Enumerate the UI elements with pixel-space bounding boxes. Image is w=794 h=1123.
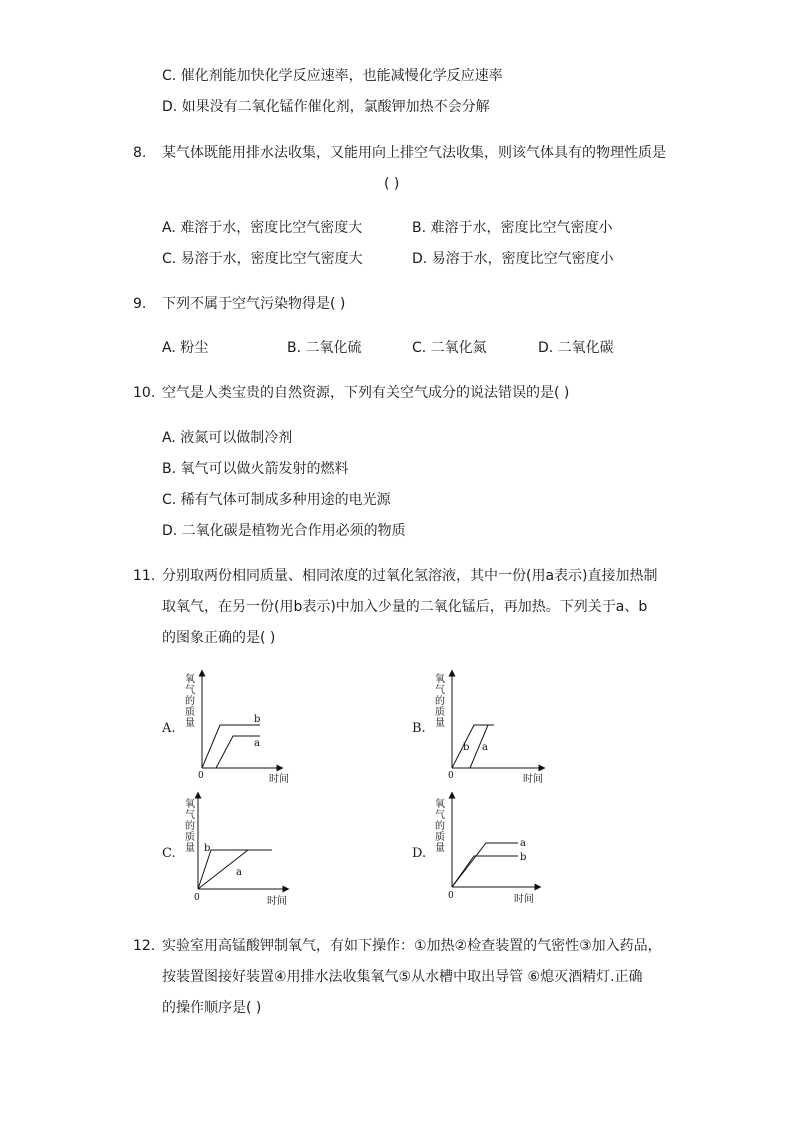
q9-option-a: A. 粉尘: [162, 340, 209, 356]
q7-option-d: D. 如果没有二氧化锰作催化剂，氯酸钾加热不会分解: [162, 99, 490, 115]
q11-option-c-label: C.: [162, 846, 176, 861]
curve-b: [198, 850, 272, 889]
y-label-char: 气: [435, 685, 445, 696]
curve-a-label: a: [236, 867, 242, 878]
y-label-char: 质: [435, 707, 445, 718]
q9-option-b: B. 二氧化硫: [287, 340, 362, 356]
q11-stem-line3: 的图象正确的是( ): [162, 630, 276, 646]
x-axis-label: 时间: [514, 894, 534, 905]
q10-stem: 空气是人类宝贵的自然资源，下列有关空气成分的说法错误的是( ): [162, 385, 570, 401]
origin-label: 0: [448, 771, 454, 781]
curve-a-label: a: [482, 742, 488, 753]
q9-stem: 下列不属于空气污染物得是( ): [162, 296, 346, 312]
x-axis-label: 时间: [523, 774, 543, 785]
y-label-char: 的: [185, 696, 195, 707]
q11-graph-d: [426, 793, 544, 911]
q12-number: 12.: [133, 938, 156, 954]
curve-b: [452, 856, 518, 887]
curve-b-label: b: [204, 843, 211, 854]
curve-a-label: a: [520, 838, 526, 849]
curve-b: [202, 725, 260, 768]
y-label-char: 氧: [435, 799, 445, 810]
q11-stem-line2: 取氧气，在另一份(用b表示)中加入少量的二氧化锰后，再加热。下列关于a、b: [162, 599, 648, 615]
q8-option-b: B. 难溶于水，密度比空气密度小: [412, 220, 613, 236]
q12-stem-line3: 的操作顺序是( ): [162, 1000, 262, 1016]
origin-label: 0: [448, 891, 454, 901]
curve-b-label: b: [520, 852, 527, 863]
y-axis-label: [185, 797, 195, 854]
curve-b-label: b: [463, 742, 470, 753]
curve-b-label: b: [254, 714, 261, 725]
y-label-char: 量: [435, 843, 445, 854]
q9-option-d: D. 二氧化碳: [538, 340, 614, 356]
q8-number: 8.: [133, 145, 147, 161]
y-label-char: 质: [435, 832, 445, 843]
x-axis-label: 时间: [267, 896, 287, 907]
y-axis-label: [435, 672, 445, 729]
q11-graph-b: [426, 668, 546, 786]
y-label-char: 氧: [435, 674, 445, 685]
y-label-char: 的: [435, 696, 445, 707]
q10-option-b: B. 氧气可以做火箭发射的燃料: [162, 461, 349, 477]
y-label-char: 质: [185, 832, 195, 843]
q8-stem: 某气体既能用排水法收集，又能用向上排空气法收集，则该气体具有的物理性质是: [162, 145, 666, 161]
q12-stem-line2: 按装置图接好装置④用排水法收集氧气⑤从水槽中取出导管 ⑥熄灭酒精灯.正确: [162, 969, 643, 985]
y-label-char: 的: [185, 821, 195, 832]
y-axis-label: [185, 672, 195, 729]
q12-stem-line1: 实验室用高锰酸钾制氧气，有如下操作：①加热②检查装置的气密性③加入药品，: [162, 938, 662, 954]
q8-answer-blank: ( ): [384, 176, 400, 192]
q11-option-b-label: B.: [412, 721, 426, 736]
q11-option-d-label: D.: [412, 846, 427, 861]
q11-option-a-label: A.: [162, 721, 176, 736]
q11-stem-line1: 分别取两份相同质量、相同浓度的过氧化氢溶液，其中一份(用a表示)直接加热制: [162, 568, 658, 584]
q10-option-a: A. 液氮可以做制冷剂: [162, 430, 293, 446]
y-label-char: 气: [185, 810, 195, 821]
y-label-char: 量: [435, 718, 445, 729]
q11-graph-a: [176, 668, 289, 786]
origin-label: 0: [194, 893, 200, 903]
q9-number: 9.: [133, 296, 147, 312]
q10-number: 10.: [133, 385, 156, 401]
q8-option-c: C. 易溶于水，密度比空气密度大: [162, 251, 363, 267]
origin-label: 0: [198, 771, 204, 781]
y-label-char: 气: [435, 810, 445, 821]
y-label-char: 质: [185, 707, 195, 718]
q11-number: 11.: [133, 568, 156, 584]
y-label-char: 气: [185, 685, 195, 696]
y-label-char: 氧: [185, 799, 195, 810]
q10-option-c: C. 稀有气体可制成多种用途的电光源: [162, 492, 391, 508]
x-axis-label: 时间: [269, 774, 289, 785]
curve-a: [452, 843, 518, 887]
q8-option-d: D. 易溶于水，密度比空气密度小: [412, 251, 614, 267]
y-label-char: 氧: [185, 674, 195, 685]
q7-option-c: C. 催化剂能加快化学反应速率，也能减慢化学反应速率: [162, 68, 503, 84]
y-label-char: 量: [185, 718, 195, 729]
q8-option-a: A. 难溶于水，密度比空气密度大: [162, 220, 363, 236]
q10-option-d: D. 二氧化碳是植物光合作用必须的物质: [162, 523, 406, 539]
y-axis-label: [435, 797, 445, 854]
curve-a-label: a: [254, 738, 260, 749]
y-label-char: 的: [435, 821, 445, 832]
q11-graph-c: [176, 793, 296, 911]
q9-option-c: C. 二氧化氮: [412, 340, 487, 356]
y-label-char: 量: [185, 843, 195, 854]
